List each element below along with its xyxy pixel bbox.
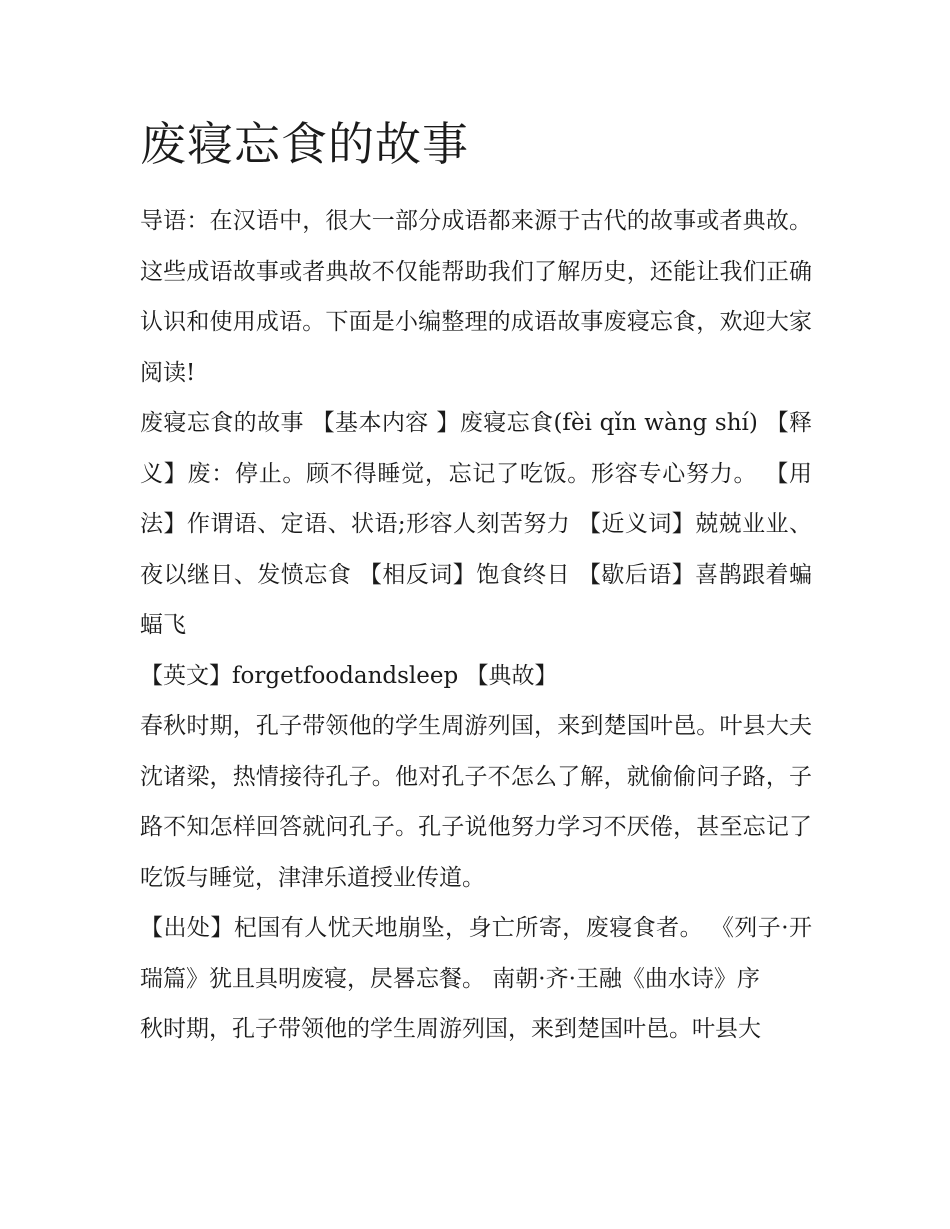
document-page	[140, 112, 812, 1055]
document-title: 废寝忘食的故事	[140, 117, 469, 171]
story-paragraph: 春秋时期，孔子带领他的学生周游列国，来到楚国叶邑。叶县大夫沈诸梁，热情接待孔子。他对孔子不怎么了解，就偷偷问子路，子路不知怎样回答就问孔子。孔子说他努力学习不厌倦，甚至忘记了吃饭与睡觉，津津乐道授业传道。	[140, 713, 812, 891]
intro-paragraph: 导语：在汉语中，很大一部分成语都来源于古代的故事或者典故。这些成语故事或者典故不仅能帮助我们了解历史，还能让我们正确认识和使用成语。下面是小编整理的成语故事废寝忘食，欢迎大家阅读!	[140, 208, 812, 386]
basic-content-paragraph: 废寝忘食的故事 【基本内容 】废寝忘食(fèi qǐn wàng shí) 【释义】废：停止。顾不得睡觉，忘记了吃饭。形容专心努力。 【用法】作谓语、定语、状语;形容人刻苦努力 【近义词】兢兢业业、夜以继日、发愤忘食 【相反词】饱食终日 【歇后语】喜鹊跟着蝙蝠飞	[140, 410, 812, 638]
english-paragraph: 【英文】forgetfoodandsleep 【典故】	[140, 662, 558, 689]
continued-paragraph: 秋时期，孔子带领他的学生周游列国，来到楚国叶邑。叶县大	[140, 1016, 761, 1042]
source-paragraph: 【出处】杞国有人忧天地崩坠，身亡所寄，废寝食者。 《列子·开瑞篇》犹且具明废寝，昃晷忘餐。 南朝·齐·王融《曲水诗》序	[140, 915, 812, 992]
